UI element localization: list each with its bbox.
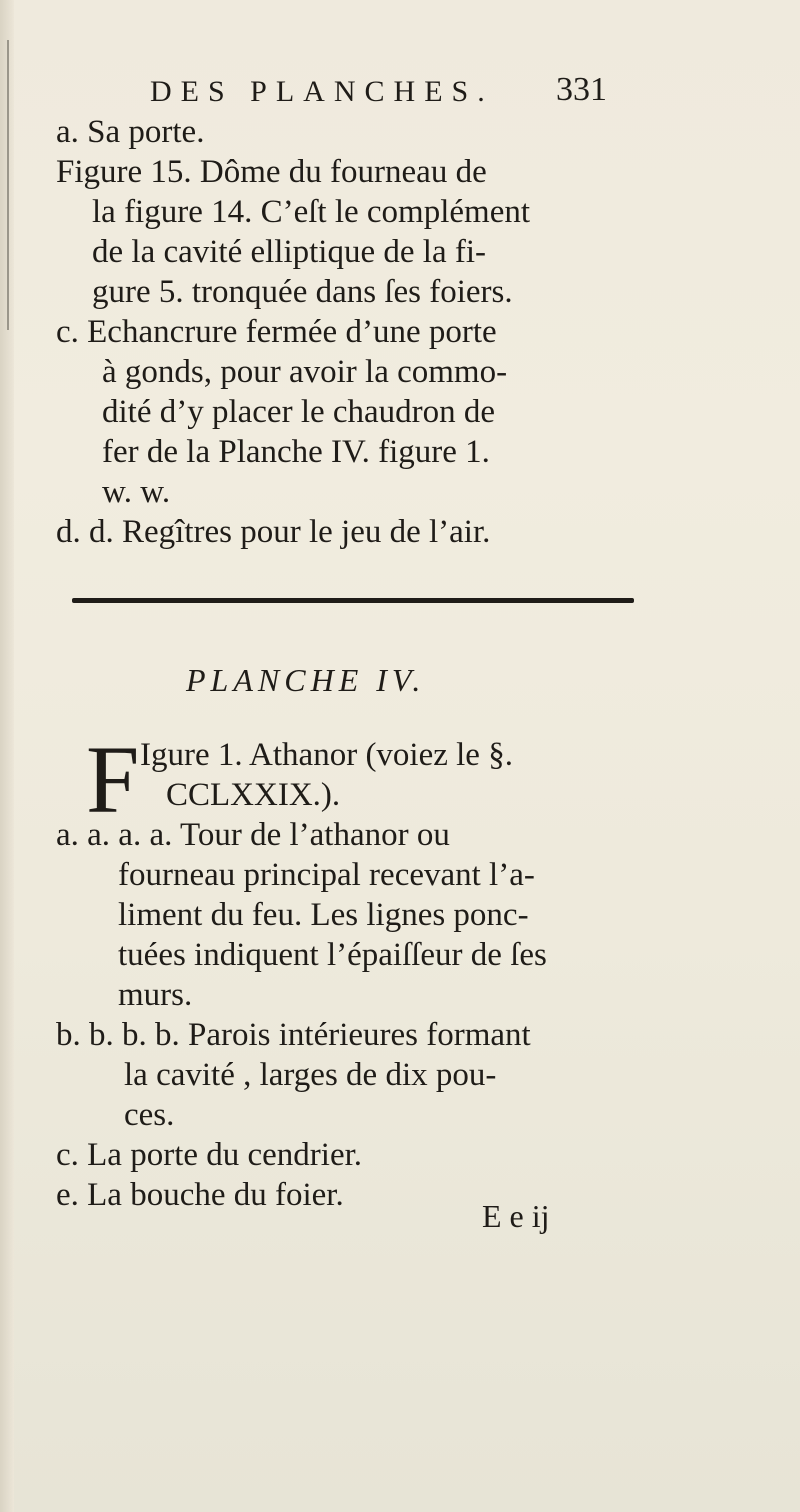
section-rule: [72, 598, 634, 603]
section-title: PLANCHE IV.: [186, 662, 426, 698]
text-line: fer de la Planche IV. figure 1.: [102, 434, 490, 470]
text-line: a. a. a. a. Tour de l’athanor ou: [56, 817, 450, 853]
signature-mark: E e ij: [482, 1198, 550, 1234]
text-line: ces.: [124, 1097, 175, 1133]
text-line: d. d. Regîtres pour le jeu de l’air.: [56, 514, 491, 550]
text-line: w. w.: [102, 474, 171, 510]
text-line: gure 5. tronquée dans ſes foiers.: [92, 274, 513, 310]
text-line: c. La porte du cendrier.: [56, 1137, 363, 1173]
running-head: DES PLANCHES.: [150, 75, 494, 108]
text-line: e. La bouche du foier.: [56, 1177, 344, 1213]
text-line: Figure 15. Dôme du fourneau de: [56, 154, 487, 190]
text-line: la cavité , larges de dix pou-: [124, 1057, 497, 1093]
text-line: dité d’y placer le chaudron de: [102, 394, 496, 430]
text-line: de la cavité elliptique de la fi-: [92, 234, 486, 270]
page-number: 331: [556, 71, 607, 108]
text-line: b. b. b. b. Parois intérieures formant: [56, 1017, 531, 1053]
text-line: fourneau principal recevant l’a-: [118, 857, 535, 893]
text-line: à gonds, pour avoir la commo-: [102, 354, 508, 390]
text-line: Igure 1. Athanor (voiez le §.: [140, 737, 513, 773]
gutter-line: [7, 40, 9, 330]
drop-cap: F: [86, 726, 140, 833]
text-line: la figure 14. C’eſt le complément: [92, 194, 531, 230]
text-line: murs.: [118, 977, 193, 1013]
text-line: c. Echancrure fermée d’une porte: [56, 314, 497, 350]
text-line: CCLXXIX.).: [166, 777, 341, 813]
text-line: tuées indiquent l’épaiſſeur de ſes: [118, 937, 547, 973]
text-line: a. Sa porte.: [56, 114, 205, 150]
text-line: liment du feu. Les lignes ponc-: [118, 897, 529, 933]
